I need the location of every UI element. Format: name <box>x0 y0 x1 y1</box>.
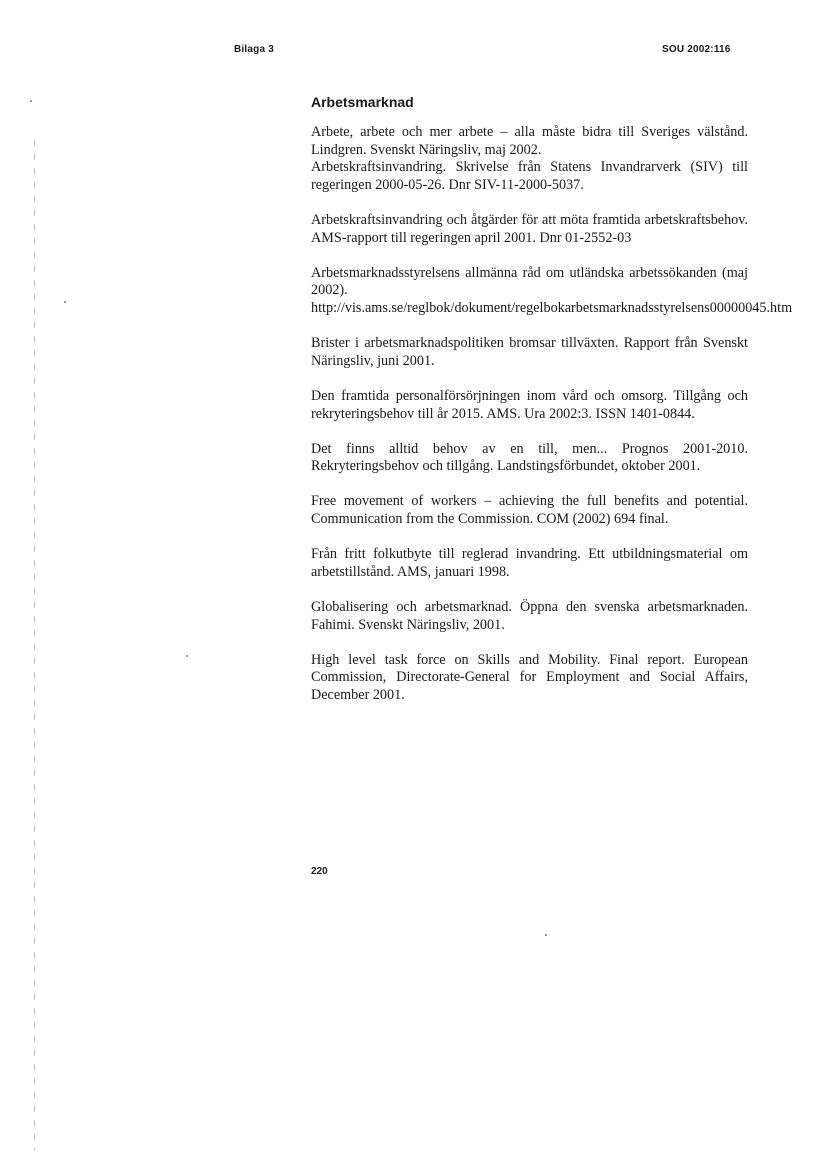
scan-speck <box>186 655 188 657</box>
section-heading: Arbetsmarknad <box>311 94 414 110</box>
reference-item: Arbetsmarknadsstyrelsens allmänna råd om utländska arbetssökanden (maj 2002). <box>311 264 748 299</box>
reference-item: Den framtida personalförsörjningen inom vård och omsorg. Tillgång och rekryteringsbehov till år 2015. AMS. Ura 2002:3. ISSN 1401-0844. <box>311 387 748 422</box>
scan-speck <box>30 100 32 102</box>
reference-item: Brister i arbetsmarknadspolitiken bromsar tillväxten. Rapport från Svenskt Näringsliv, juni 2001. <box>311 335 748 369</box>
reference-item: High level task force on Skills and Mobility. Final report. European Commission, Directorate-General for Employment and Social Affairs, December 2001. <box>311 651 748 703</box>
scan-speck <box>64 301 66 303</box>
reference-url: http://vis.ams.se/reglbok/dokument/regelbokarbetsmarknadsstyrelsens00000045.htm <box>311 299 793 316</box>
reference-item: Globalisering och arbetsmarknad. Öppna den svenska arbetsmarknaden. Fahimi. Svenskt Näringsliv, 2001. <box>311 599 748 633</box>
scan-speck <box>545 934 547 936</box>
reference-item: Arbete, arbete och mer arbete – alla måste bidra till Sveriges välstånd. Lindgren. Svenskt Näringsliv, maj 2002. <box>311 124 748 158</box>
reference-item: Arbetskraftsinvandring och åtgärder för att möta framtida arbetskraftsbehov. AMS-rapport till regeringen april 2001. Dnr 01-2552-03 <box>311 211 748 246</box>
header-report-id: SOU 2002:116 <box>662 44 731 55</box>
reference-item: Det finns alltid behov av en till, men... Prognos 2001-2010. Rekryteringsbehov och tillgång. Landstingsförbundet, oktober 2001. <box>311 440 748 475</box>
scan-edge-artifact <box>34 140 35 1150</box>
reference-list <box>311 124 793 722</box>
reference-item: Arbetskraftsinvandring. Skrivelse från Statens Invandrarverk (SIV) till regeringen 2000-05-26. Dnr SIV-11-2000-5037. <box>311 159 748 193</box>
header-appendix-label: Bilaga 3 <box>234 44 274 55</box>
reference-item: Från fritt folkutbyte till reglerad invandring. Ett utbildningsmaterial om arbetstillstånd. AMS, januari 1998. <box>311 546 748 580</box>
reference-item: Free movement of workers – achieving the full benefits and potential. Communication from the Commission. COM (2002) 694 final. <box>311 493 748 528</box>
page-number: 220 <box>311 866 328 877</box>
